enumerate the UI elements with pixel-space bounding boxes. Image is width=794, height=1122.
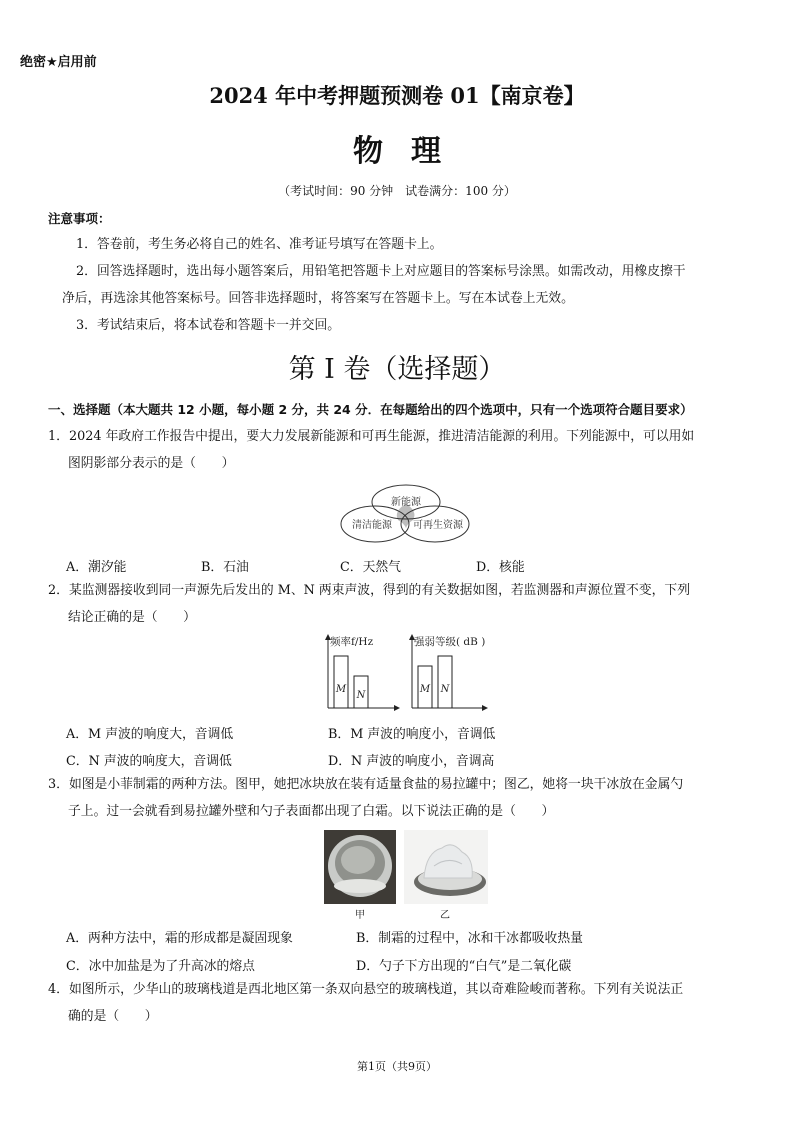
q2-bar-charts — [320, 632, 500, 714]
db-bar-m-label: M — [419, 684, 431, 695]
notice-item-2-cont: 净后，再选涂其他答案标号。回答非选择题时，将答案写在答题卡上。写在本试卷上无效。 — [62, 291, 574, 306]
freq-bar-n-label: N — [356, 690, 366, 701]
q1-option-b[interactable]: B．石油 — [201, 560, 249, 575]
page-footer: 第1页（共9页） — [357, 1060, 437, 1073]
q1-option-a[interactable]: A．潮汐能 — [66, 560, 127, 575]
freq-bar-m-label: M — [335, 684, 347, 695]
q1-venn-diagram — [335, 480, 475, 550]
q1-option-c[interactable]: C．天然气 — [340, 560, 401, 575]
q3-photo-can — [324, 830, 396, 904]
db-bar-n — [438, 656, 452, 708]
q3-option-a[interactable]: A．两种方法中，霜的形成都是凝固现象 — [66, 931, 293, 946]
q3-option-c[interactable]: C．冰中加盐是为了升高冰的熔点 — [66, 959, 255, 974]
q2-option-a[interactable]: A．M 声波的响度大，音调低 — [66, 727, 234, 742]
freq-x-arrow — [394, 705, 400, 711]
q3-option-d[interactable]: D．勺子下方出现的“白气”是二氧化碳 — [356, 959, 572, 974]
notice-item-2: 2．回答选择题时，选出每小题答案后，用铅笔把答题卡上对应题目的答案标号涂黑。如需改动，用橡皮擦干 — [76, 264, 686, 279]
freq-bar-m — [334, 656, 348, 708]
q2-option-b[interactable]: B．M 声波的响度小，音调低 — [328, 727, 496, 742]
q4-line-1: 4．如图所示，少华山的玻璃栈道是西北地区第一条双向悬空的玻璃栈道，其以奇难险峻而著称。下列有关说法正 — [48, 982, 684, 997]
q2-option-d[interactable]: D．N 声波的响度小，音调高 — [328, 754, 495, 769]
notice-heading: 注意事项： — [48, 211, 111, 226]
q2-line-1: 2．某监测器接收到同一声源先后发出的 M、N 两束声波，得到的有关数据如图，若监测器和声源位置不变，下列 — [48, 583, 691, 598]
q1-line-2: 图阴影部分表示的是（ ） — [68, 456, 235, 471]
q4-line-2: 确的是（ ） — [68, 1009, 158, 1024]
q1-line-1: 1．2024 年政府工作报告中提出，要大力发展新能源和可再生能源，推进清洁能源的利用。下列能源中，可以用如 — [48, 429, 695, 444]
section-title: 第 I 卷（选择题） — [288, 354, 506, 385]
q2-option-c[interactable]: C．N 声波的响度大，音调低 — [66, 754, 232, 769]
q2-line-2: 结论正确的是（ ） — [68, 610, 196, 625]
part-heading: 一、选择题（本大题共 12 小题，每小题 2 分，共 24 分．在每题给出的四个选项中，只有一个选项符合题目要求） — [48, 402, 693, 417]
q3-line-1: 3．如图是小菲制霜的两种方法。图甲，她把冰块放在装有适量食盐的易拉罐中；图乙，她将一块干冰放在金属勺 — [48, 777, 684, 792]
subject-title: 物理 — [353, 134, 469, 169]
exam-title: 2024 年中考押题预测卷 01【南京卷】 — [209, 83, 585, 108]
db-axis-label: 强弱等级( dB ) — [414, 636, 486, 648]
secret-label: 绝密★启用前 — [20, 55, 97, 70]
venn-label-clean: 清洁能源 — [352, 520, 392, 531]
q3-caption-b: 乙 — [440, 910, 450, 921]
venn-label-new: 新能源 — [391, 497, 421, 508]
db-x-arrow — [482, 705, 488, 711]
q3-caption-a: 甲 — [355, 910, 365, 921]
db-bar-n-label: N — [440, 684, 450, 695]
q3-photo-spoon — [404, 830, 488, 904]
q3-line-2: 子上。过一会就看到易拉罐外壁和勺子表面都出现了白霜。以下说法正确的是（ ） — [68, 804, 555, 819]
notice-item-3: 3．考试结束后，将本试卷和答题卡一并交回。 — [76, 318, 341, 333]
q3-option-b[interactable]: B．制霜的过程中，冰和干冰都吸收热量 — [356, 931, 583, 946]
exam-info: （考试时间：90 分钟 试卷满分：100 分） — [278, 184, 516, 198]
venn-label-renewable: 可再生资源 — [413, 520, 463, 531]
notice-item-1: 1．答卷前，考生务必将自己的姓名、准考证号填写在答题卡上。 — [76, 237, 443, 252]
freq-axis-label: 频率f/Hz — [330, 636, 374, 648]
q1-option-d[interactable]: D．核能 — [476, 560, 525, 575]
